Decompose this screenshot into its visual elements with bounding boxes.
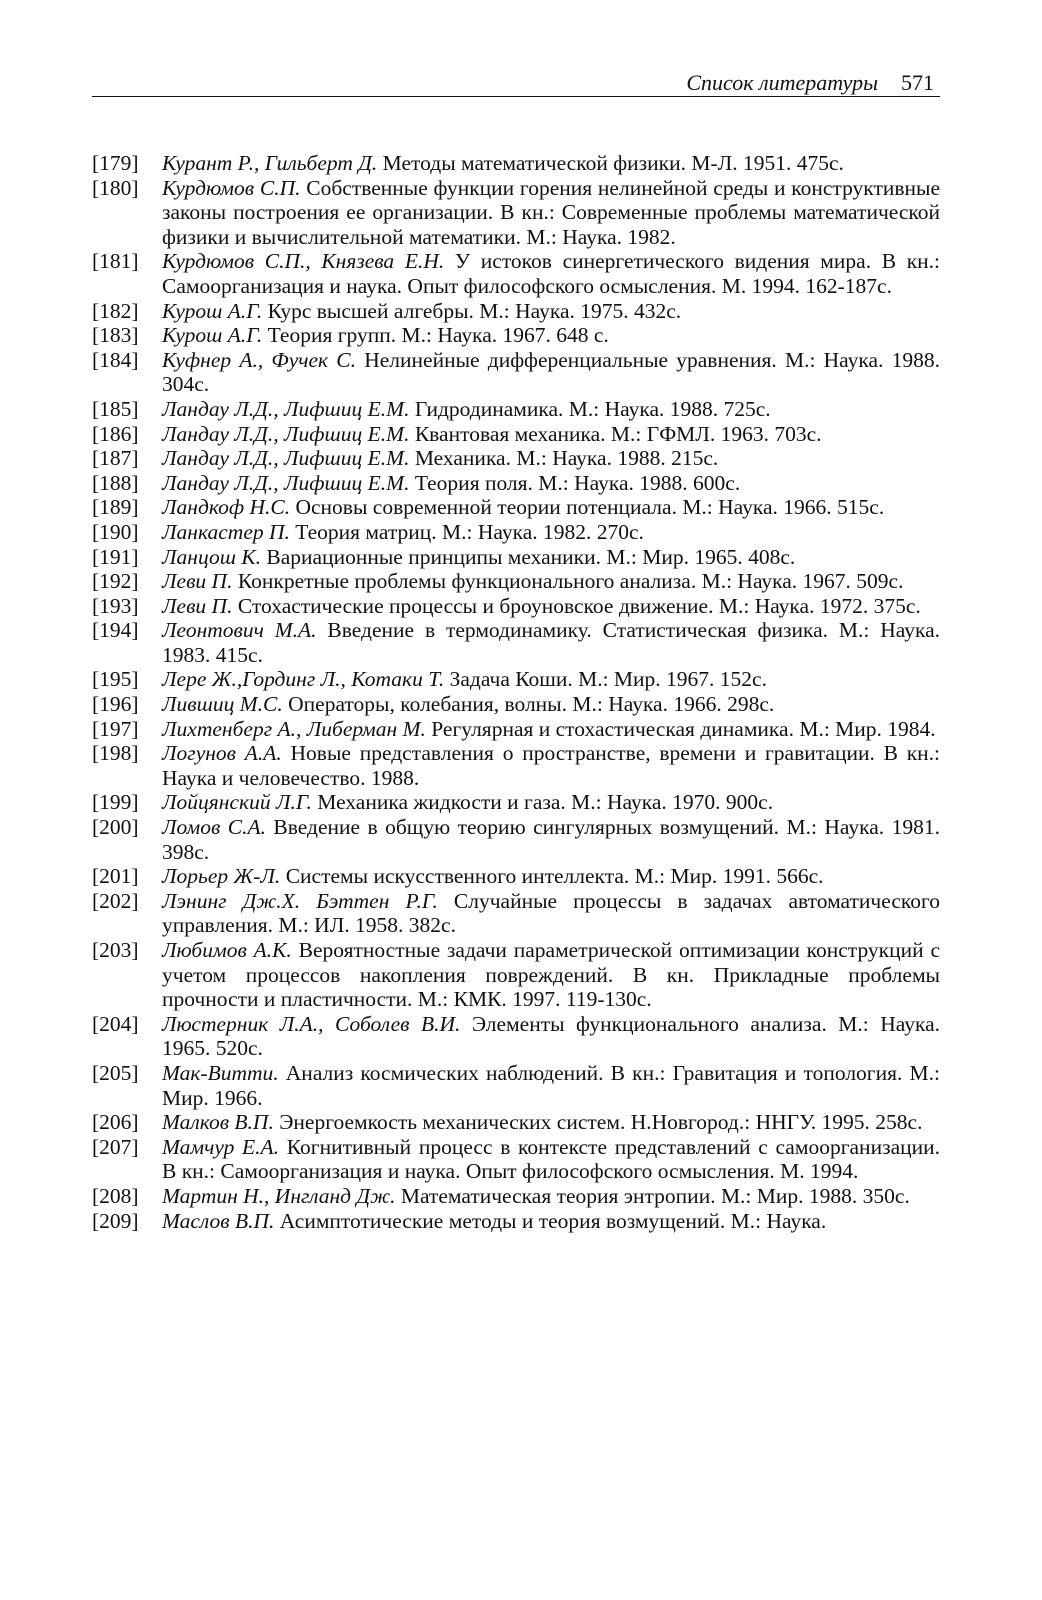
reference-number: [201] — [92, 864, 139, 889]
reference-number: [203] — [92, 938, 139, 962]
reference-text: Стохастические процессы и броуновское движение. М.: Наука. 1972. 375с. — [237, 593, 921, 618]
reference-number: [185] — [92, 396, 139, 421]
reference-number: [193] — [92, 593, 139, 618]
reference-text: Вариационные принципы механики. М.: Мир. 1965. 408с. — [266, 544, 796, 569]
reference-text: Теория поля. М.: Наука. 1988. 600с. — [414, 470, 741, 495]
running-header — [92, 66, 940, 97]
reference-text: Элементы функционального анализа. М.: Наука. 1965. 520с. — [162, 1011, 940, 1061]
reference-item — [92, 348, 940, 397]
reference-item — [92, 1209, 940, 1234]
reference-author: Ланцош К. — [162, 544, 261, 569]
reference-text: Основы современной теории потенциала. М.: Наука. 1966. 515с. — [295, 495, 885, 520]
reference-author: Курош А.Г. — [162, 298, 263, 323]
reference-author: Ландау Л.Д., Лифшиц Е.М. — [162, 396, 410, 421]
reference-number: [209] — [92, 1208, 139, 1233]
reference-item — [92, 594, 940, 619]
reference-text: Конкретные проблемы функционального анализа. М.: Наука. 1967. 509с. — [237, 569, 904, 594]
reference-text: Асимптотические методы и теория возмущений. М.: Наука. — [279, 1208, 827, 1233]
reference-author: Ландкоф Н.С. — [162, 495, 291, 520]
reference-number: [204] — [92, 1011, 139, 1036]
reference-author: Малков В.П. — [162, 1110, 274, 1135]
reference-text: Регулярная и стохастическая динамика. М.: Мир. 1984. — [431, 716, 936, 741]
reference-author: Люстерник Л.А., Соболев В.И. — [162, 1011, 461, 1036]
reference-author: Курдюмов С.П. — [162, 175, 301, 200]
reference-text: Гидродинамика. М.: Наука. 1988. 725с. — [414, 396, 771, 421]
reference-number: [202] — [92, 888, 139, 913]
reference-item — [92, 1012, 940, 1061]
reference-author: Ломов С.А. — [162, 815, 266, 840]
reference-item — [92, 1061, 940, 1110]
reference-author: Логунов А.А. — [162, 741, 282, 766]
reference-text: Механика. М.: Наука. 1988. 215с. — [414, 446, 719, 471]
reference-author: Мак-Витти. — [162, 1060, 279, 1085]
reference-number: [197] — [92, 716, 139, 741]
reference-number: [205] — [92, 1060, 139, 1085]
reference-item — [92, 1135, 940, 1184]
reference-text: Случайные процессы в задачах автоматического управления. М.: ИЛ. 1958. 382с. — [162, 888, 941, 938]
reference-item — [92, 249, 940, 298]
reference-item — [92, 1184, 940, 1209]
reference-text: Вероятностные задачи параметрической оптимизации конструкций с учетом процессов накопления повреждений. В кн. Прикладные проблемы прочности и пластичности. М.: КМК. 1997. 119-130с. — [162, 938, 941, 1012]
reference-number: [184] — [92, 347, 139, 372]
reference-text: Собственные функции горения нелинейной среды и конструктивные законы построения ее организации. В кн.: Современные проблемы математической физики и вычислительной математики. М.: Наука. 1982. — [162, 175, 940, 249]
reference-item — [92, 520, 940, 545]
reference-text: Нелинейные дифференциальные уравнения. М.: Наука. 1988. 304с. — [162, 347, 940, 397]
reference-item — [92, 667, 940, 692]
reference-number: [200] — [92, 815, 139, 840]
reference-author: Лойцянский Л.Г. — [162, 790, 312, 815]
reference-number: [194] — [92, 618, 139, 643]
reference-text: Операторы, колебания, волны. М.: Наука. 1966. 298с. — [288, 692, 775, 717]
reference-text: У истоков синергетического видения мира. В кн.: Самоорганизация и наука. Опыт философского осмысления. М. 1994. 162-187с. — [162, 249, 941, 298]
reference-item — [92, 864, 940, 889]
reference-author: Лере Ж.,Гординг Л., Котаки Т. — [162, 667, 445, 692]
reference-number: [196] — [92, 692, 139, 717]
reference-text: Механика жидкости и газа. М.: Наука. 1970. 900с. — [317, 790, 774, 815]
reference-number: [188] — [92, 470, 139, 495]
reference-number: [182] — [92, 298, 139, 323]
reference-number: [208] — [92, 1183, 139, 1208]
reference-text: Системы искусственного интеллекта. М.: Мир. 1991. 566с. — [285, 864, 824, 889]
reference-number: [190] — [92, 519, 139, 544]
reference-author: Ландау Л.Д., Лифшиц Е.М. — [162, 421, 410, 446]
reference-text: Математическая теория энтропии. М.: Мир. 1988. 350с. — [400, 1183, 910, 1208]
reference-item — [92, 790, 940, 815]
reference-text: Энергоемкость механических систем. Н.Новгород.: ННГУ. 1995. 258с. — [279, 1110, 923, 1135]
reference-item — [92, 495, 940, 520]
reference-item — [92, 569, 940, 594]
reference-item — [92, 545, 940, 570]
reference-item — [92, 692, 940, 717]
reference-text: Теория матриц. М.: Наука. 1982. 270с. — [295, 519, 644, 544]
reference-author: Лэнинг Дж.Х. Бэттен Р.Г. — [162, 888, 438, 913]
reference-item — [92, 446, 940, 471]
reference-text: Задача Коши. М.: Мир. 1967. 152с. — [449, 667, 767, 692]
reference-text: Новые представления о пространстве, времени и гравитации. В кн.: Наука и человечество. 1988. — [162, 741, 940, 790]
reference-author: Ландау Л.Д., Лифшиц Е.М. — [162, 446, 410, 471]
reference-number: [189] — [92, 495, 139, 520]
reference-list — [92, 151, 940, 1233]
reference-item — [92, 815, 940, 864]
reference-text: Курс высшей алгебры. М.: Наука. 1975. 432с. — [267, 298, 682, 323]
reference-author: Мамчур Е.А. — [162, 1134, 280, 1159]
reference-item — [92, 422, 940, 447]
reference-number: [191] — [92, 544, 139, 569]
reference-author: Курант Р., Гильберт Д. — [162, 151, 378, 175]
reference-number: [195] — [92, 667, 139, 692]
reference-author: Леви П. — [162, 593, 233, 618]
reference-author: Леонтович М.А. — [162, 618, 317, 643]
reference-number: [199] — [92, 790, 139, 815]
reference-author: Лорьер Ж-Л. — [162, 864, 281, 889]
reference-item — [92, 717, 940, 742]
reference-author: Ландау Л.Д., Лифшиц Е.М. — [162, 470, 410, 495]
reference-number: [206] — [92, 1110, 139, 1135]
reference-item — [92, 618, 940, 667]
reference-number: [181] — [92, 249, 139, 274]
reference-author: Лихтенберг А., Либерман М. — [162, 716, 426, 741]
reference-item — [92, 397, 940, 422]
reference-text: Теория групп. М.: Наука. 1967. 648 с. — [267, 323, 609, 348]
reference-item — [92, 1110, 940, 1135]
reference-number: [198] — [92, 741, 139, 766]
reference-text: Анализ космических наблюдений. В кн.: Гравитация и топология. М.: Мир. 1966. — [162, 1060, 940, 1110]
reference-text: Квантовая механика. М.: ГФМЛ. 1963. 703с. — [414, 421, 822, 446]
reference-number: [186] — [92, 421, 139, 446]
reference-author: Лившиц М.С. — [162, 692, 283, 717]
reference-text: Когнитивный процесс в контексте представлений с самоорганизации. В кн.: Самоорганизация и наука. Опыт философского осмысления. М. 1994. — [162, 1134, 941, 1184]
reference-number: [183] — [92, 323, 139, 348]
reference-item — [92, 741, 940, 790]
reference-item — [92, 471, 940, 496]
reference-author: Леви П. — [162, 569, 233, 594]
reference-author: Любимов А.К. — [162, 938, 292, 962]
reference-text: Методы математической физики. М-Л. 1951. 475с. — [382, 151, 844, 175]
reference-item — [92, 176, 940, 250]
reference-item — [92, 889, 940, 938]
reference-author: Маслов В.П. — [162, 1208, 275, 1233]
reference-number: [192] — [92, 569, 139, 594]
reference-text: Введение в общую теорию сингулярных возмущений. М.: Наука. 1981. 398с. — [162, 815, 940, 864]
reference-number: [207] — [92, 1134, 139, 1159]
reference-item — [92, 299, 940, 324]
running-header-title: Список литературы — [686, 70, 878, 95]
reference-number: [180] — [92, 175, 139, 200]
reference-text: Введение в термодинамику. Статистическая физика. М.: Наука. 1983. 415с. — [162, 618, 941, 667]
reference-author: Курдюмов С.П., Князева Е.Н. — [162, 249, 445, 274]
reference-number: [179] — [92, 151, 139, 175]
reference-author: Ланкастер П. — [162, 519, 290, 544]
page-number: 571 — [901, 70, 934, 95]
reference-item — [92, 151, 940, 176]
reference-author: Куфнер А., Фучек С. — [162, 347, 357, 372]
reference-number: [187] — [92, 446, 139, 471]
reference-item — [92, 323, 940, 348]
reference-item — [92, 938, 940, 1012]
reference-author: Мартин Н., Ингланд Дж. — [162, 1183, 396, 1208]
reference-author: Курош А.Г. — [162, 323, 263, 348]
